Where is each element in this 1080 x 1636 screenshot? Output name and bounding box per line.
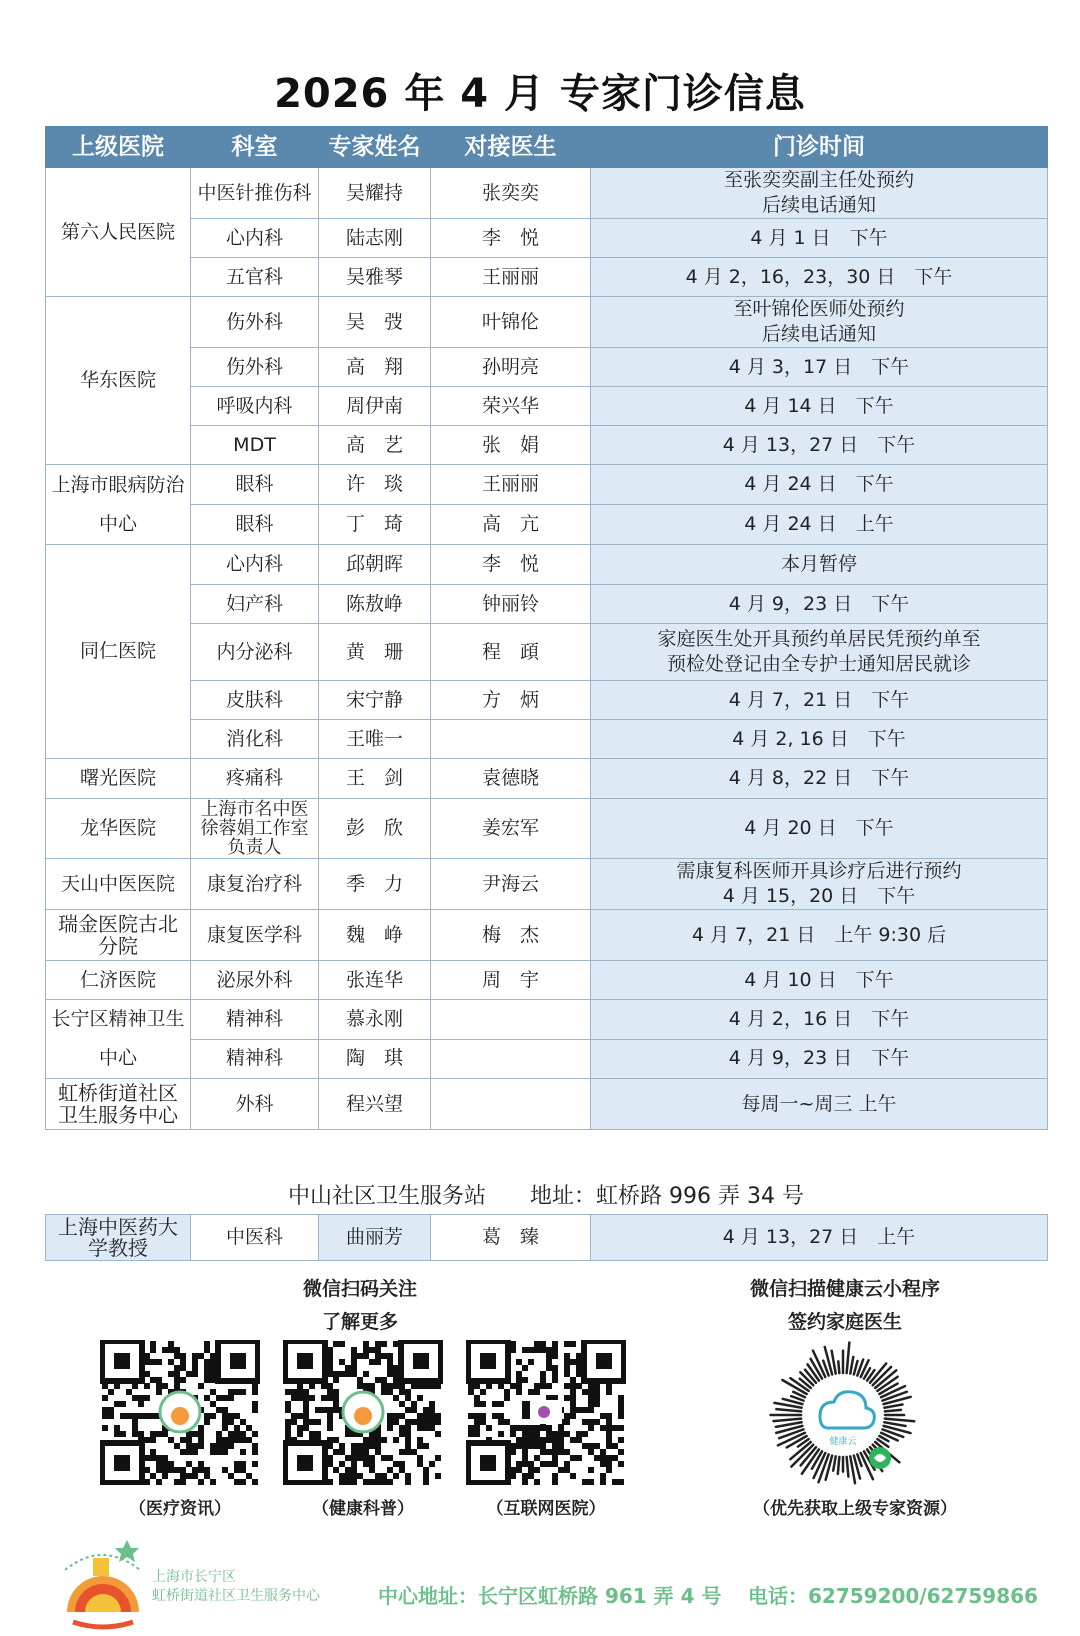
dept-cell: 康复医学科 bbox=[191, 910, 319, 961]
hospital-cell: 龙华医院 bbox=[46, 799, 191, 859]
station-expert: 曲丽芳 bbox=[319, 1215, 431, 1261]
time-cell: 4 月 9，23 日 下午 bbox=[591, 585, 1048, 624]
time-cell: 4 月 2，16 日 下午 bbox=[591, 1000, 1048, 1040]
table-row bbox=[46, 624, 1048, 681]
expert-cell: 王 剑 bbox=[319, 759, 431, 799]
doctor-cell: 方 炳 bbox=[431, 681, 591, 720]
expert-cell: 王唯一 bbox=[319, 720, 431, 759]
table-row bbox=[46, 910, 1048, 961]
doctor-cell: 叶锦伦 bbox=[431, 297, 591, 348]
expert-cell: 吴雅琴 bbox=[319, 258, 431, 297]
table-row bbox=[46, 219, 1048, 258]
dept-cell: 上海市名中医徐蓉娟工作室负责人 bbox=[191, 799, 319, 859]
dept-cell: MDT bbox=[191, 426, 319, 465]
hospital-cell: 曙光医院 bbox=[46, 759, 191, 799]
expert-cell: 周伊南 bbox=[319, 387, 431, 426]
dept-cell: 康复治疗科 bbox=[191, 859, 319, 910]
center-logo-icon bbox=[55, 1530, 150, 1630]
time-cell: 需康复科医师开具诊疗后进行预约 4 月 15，20 日 下午 bbox=[591, 859, 1048, 910]
station-dept: 中医科 bbox=[191, 1215, 319, 1261]
table-row bbox=[46, 505, 1048, 545]
hospital-cell: 第六人民医院 bbox=[46, 168, 191, 297]
time-cell: 至叶锦伦医师处预约 后续电话通知 bbox=[591, 297, 1048, 348]
hospital-cell: 虹桥街道社区卫生服务中心 bbox=[46, 1079, 191, 1130]
expert-cell: 季 力 bbox=[319, 859, 431, 910]
qr-code-icon[interactable] bbox=[100, 1340, 260, 1485]
dept-cell: 消化科 bbox=[191, 720, 319, 759]
doctor-cell bbox=[431, 720, 591, 759]
doctor-cell: 尹海云 bbox=[431, 859, 591, 910]
dept-cell: 心内科 bbox=[191, 545, 319, 585]
doctor-cell: 程 頙 bbox=[431, 624, 591, 681]
expert-cell: 邱朝晖 bbox=[319, 545, 431, 585]
table-row bbox=[46, 585, 1048, 624]
dept-cell: 中医针推伤科 bbox=[191, 168, 319, 219]
table-row bbox=[46, 465, 1048, 505]
time-cell: 4 月 9，23 日 下午 bbox=[591, 1039, 1048, 1079]
expert-cell: 丁 琦 bbox=[319, 505, 431, 545]
doctor-cell: 袁德晓 bbox=[431, 759, 591, 799]
expert-cell: 宋宁静 bbox=[319, 681, 431, 720]
table-row bbox=[46, 348, 1048, 387]
wechat-title-1: 微信扫码关注 bbox=[302, 1278, 417, 1300]
doctor-cell: 姜宏军 bbox=[431, 799, 591, 859]
dept-cell: 呼吸内科 bbox=[191, 387, 319, 426]
table-row bbox=[46, 168, 1048, 219]
doctor-cell: 钟丽铃 bbox=[431, 585, 591, 624]
table-row bbox=[46, 258, 1048, 297]
qr-label: （健康科普） bbox=[312, 1499, 414, 1519]
time-cell: 4 月 2, 16 日 下午 bbox=[591, 720, 1048, 759]
expert-cell: 许 琰 bbox=[319, 465, 431, 505]
center-phone: 电话：62759200/62759866 bbox=[748, 1584, 1038, 1608]
logo-line-2: 虹桥街道社区卫生服务中心 bbox=[152, 1588, 320, 1604]
doctor-cell: 梅 杰 bbox=[431, 910, 591, 961]
dept-cell: 伤外科 bbox=[191, 297, 319, 348]
table-row bbox=[46, 859, 1048, 910]
dept-cell: 精神科 bbox=[191, 1000, 319, 1040]
doctor-cell: 张奕奕 bbox=[431, 168, 591, 219]
table-row bbox=[46, 426, 1048, 465]
column-header: 科室 bbox=[191, 127, 319, 168]
table-row bbox=[46, 1215, 1048, 1261]
qr-code-icon[interactable] bbox=[283, 1340, 443, 1485]
dept-cell: 皮肤科 bbox=[191, 681, 319, 720]
doctor-cell: 王丽丽 bbox=[431, 465, 591, 505]
wechat-title-2: 了解更多 bbox=[321, 1311, 398, 1333]
expert-cell: 高 翔 bbox=[319, 348, 431, 387]
table-row bbox=[46, 1079, 1048, 1130]
hospital-cell: 天山中医医院 bbox=[46, 859, 191, 910]
time-cell: 4 月 24 日 下午 bbox=[591, 465, 1048, 505]
doctor-cell bbox=[431, 1079, 591, 1130]
qr-code-icon[interactable] bbox=[466, 1340, 626, 1485]
dept-cell: 内分泌科 bbox=[191, 624, 319, 681]
dept-cell: 精神科 bbox=[191, 1039, 319, 1079]
expert-cell: 吴 弢 bbox=[319, 297, 431, 348]
table-row bbox=[46, 720, 1048, 759]
hospital-cell: 上海市眼病防治中心 bbox=[46, 465, 191, 545]
doctor-cell: 李 悦 bbox=[431, 219, 591, 258]
time-cell: 4 月 7，21 日 下午 bbox=[591, 681, 1048, 720]
table-row bbox=[46, 545, 1048, 585]
time-cell: 4 月 10 日 下午 bbox=[591, 961, 1048, 1000]
health-cloud-title-2: 签约家庭医生 bbox=[787, 1311, 902, 1333]
dept-cell: 眼科 bbox=[191, 465, 319, 505]
hospital-cell: 瑞金医院古北分院 bbox=[46, 910, 191, 961]
station-table bbox=[45, 1214, 1048, 1261]
time-cell: 4 月 13，27 日 下午 bbox=[591, 426, 1048, 465]
dept-cell: 泌尿外科 bbox=[191, 961, 319, 1000]
schedule-table bbox=[45, 126, 1048, 1130]
station-time: 4 月 13，27 日 上午 bbox=[591, 1215, 1048, 1261]
time-cell: 本月暂停 bbox=[591, 545, 1048, 585]
time-cell: 4 月 3，17 日 下午 bbox=[591, 348, 1048, 387]
time-cell: 4 月 20 日 下午 bbox=[591, 799, 1048, 859]
dept-cell: 外科 bbox=[191, 1079, 319, 1130]
qr-label: （医疗资讯） bbox=[129, 1499, 231, 1519]
center-address: 中心地址：长宁区虹桥路 961 弄 4 号 bbox=[378, 1584, 722, 1608]
dept-cell: 心内科 bbox=[191, 219, 319, 258]
expert-cell: 张连华 bbox=[319, 961, 431, 1000]
dept-cell: 疼痛科 bbox=[191, 759, 319, 799]
table-row bbox=[46, 297, 1048, 348]
doctor-cell: 周 宇 bbox=[431, 961, 591, 1000]
expert-cell: 慕永刚 bbox=[319, 1000, 431, 1040]
health-cloud-label: （优先获取上级专家资源） bbox=[753, 1499, 957, 1519]
health-cloud-title bbox=[700, 1274, 990, 1334]
health-cloud-title-1: 微信扫描健康云小程序 bbox=[749, 1278, 940, 1300]
time-cell: 每周一~周三 上午 bbox=[591, 1079, 1048, 1130]
expert-cell: 黄 珊 bbox=[319, 624, 431, 681]
qr-label: （互联网医院） bbox=[486, 1499, 606, 1519]
doctor-cell: 李 悦 bbox=[431, 545, 591, 585]
table-header-row bbox=[46, 127, 1048, 168]
dept-cell: 妇产科 bbox=[191, 585, 319, 624]
table-row bbox=[46, 1000, 1048, 1040]
dept-cell: 伤外科 bbox=[191, 348, 319, 387]
time-cell: 4 月 8，22 日 下午 bbox=[591, 759, 1048, 799]
dept-cell: 五官科 bbox=[191, 258, 319, 297]
hospital-cell: 同仁医院 bbox=[46, 545, 191, 759]
expert-cell: 彭 欣 bbox=[319, 799, 431, 859]
table-row bbox=[46, 799, 1048, 859]
expert-cell: 程兴望 bbox=[319, 1079, 431, 1130]
doctor-cell: 荣兴华 bbox=[431, 387, 591, 426]
hospital-cell: 仁济医院 bbox=[46, 961, 191, 1000]
table-row bbox=[46, 1039, 1048, 1079]
table-row bbox=[46, 759, 1048, 799]
mini-program-text: 健康云 bbox=[829, 1437, 857, 1447]
station-doctor: 葛 臻 bbox=[431, 1215, 591, 1261]
hospital-cell: 华东医院 bbox=[46, 297, 191, 465]
time-cell: 4 月 2，16，23，30 日 下午 bbox=[591, 258, 1048, 297]
time-cell: 4 月 7，21 日 上午 9:30 后 bbox=[591, 910, 1048, 961]
column-header: 专家姓名 bbox=[319, 127, 431, 168]
time-cell: 4 月 14 日 下午 bbox=[591, 387, 1048, 426]
doctor-cell: 高 亢 bbox=[431, 505, 591, 545]
expert-cell: 陈敖峥 bbox=[319, 585, 431, 624]
logo-line-1: 上海市长宁区 bbox=[152, 1569, 236, 1585]
mini-program-code-icon[interactable] bbox=[768, 1340, 918, 1490]
column-header: 上级医院 bbox=[46, 127, 191, 168]
table-row bbox=[46, 961, 1048, 1000]
table-row bbox=[46, 681, 1048, 720]
column-header: 对接医生 bbox=[431, 127, 591, 168]
expert-cell: 魏 峥 bbox=[319, 910, 431, 961]
expert-cell: 高 艺 bbox=[319, 426, 431, 465]
doctor-cell: 孙明亮 bbox=[431, 348, 591, 387]
page-title: 2026 年 4 月 专家门诊信息 bbox=[274, 71, 806, 117]
dept-cell: 眼科 bbox=[191, 505, 319, 545]
doctor-cell: 张 娟 bbox=[431, 426, 591, 465]
expert-cell: 陶 琪 bbox=[319, 1039, 431, 1079]
time-cell: 家庭医生处开具预约单居民凭预约单至 预检处登记由全专护士通知居民就诊 bbox=[591, 624, 1048, 681]
doctor-cell bbox=[431, 1000, 591, 1040]
expert-cell: 吴耀持 bbox=[319, 168, 431, 219]
time-cell: 4 月 1 日 下午 bbox=[591, 219, 1048, 258]
expert-cell: 陆志刚 bbox=[319, 219, 431, 258]
time-cell: 4 月 24 日 上午 bbox=[591, 505, 1048, 545]
column-header: 门诊时间 bbox=[591, 127, 1048, 168]
doctor-cell: 王丽丽 bbox=[431, 258, 591, 297]
doctor-cell bbox=[431, 1039, 591, 1079]
wechat-follow-title bbox=[230, 1274, 490, 1334]
station-address: 中山社区卫生服务站 地址：虹桥路 996 弄 34 号 bbox=[288, 1184, 804, 1209]
time-cell: 至张奕奕副主任处预约 后续电话通知 bbox=[591, 168, 1048, 219]
hospital-cell: 长宁区精神卫生中心 bbox=[46, 1000, 191, 1079]
station-hospital: 上海中医药大学教授 bbox=[46, 1215, 191, 1261]
table-row bbox=[46, 387, 1048, 426]
